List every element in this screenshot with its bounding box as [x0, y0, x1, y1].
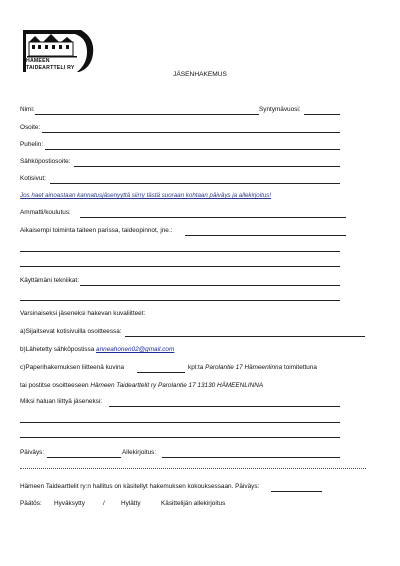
- why-join-field[interactable]: [109, 406, 340, 407]
- website-field[interactable]: [50, 183, 340, 184]
- previous-activity-line-2[interactable]: [20, 251, 340, 252]
- decision-rejected[interactable]: Hylätty: [121, 500, 141, 507]
- previous-activity-label: Aikaisempi toiminta taiteen parissa, taideopinnot, jne.:: [20, 227, 173, 234]
- option-a-label: a)Sijaitsevat kotisivuilla osoitteessa:: [20, 328, 122, 335]
- logo-line-2: TAIDEARTTELI RY: [26, 65, 75, 71]
- option-c-label: [20, 365, 124, 371]
- option-c-prefix: c)Paperihakemuksen liitteenä kuvina: [20, 364, 125, 371]
- signature-field[interactable]: [162, 457, 340, 458]
- postal-address-line: tai postitse osoitteeseen Hämeen Taidearttelit ry Parolantie 17 13130 HÄMEENLINNA: [20, 382, 264, 389]
- previous-activity-field[interactable]: [185, 235, 346, 236]
- option-b-prefix: b)Lähetetty sähköpostissa: [20, 346, 95, 353]
- option-c-suffix: kpl:ta Parolantie 17 Hämeenlinna toimitettuna: [188, 364, 317, 371]
- organization-logo: [21, 28, 99, 74]
- option-b-email-link[interactable]: anneahonen02@gmail.com: [96, 346, 175, 353]
- why-join-label: Miksi haluan liittyä jäseneksi:: [20, 398, 103, 405]
- support-member-notice: Jos haet ainoastaan kannatusjäsenyyttä siirry tästä suoraan kohtaan päiväys ja allekirjoitus!: [20, 192, 272, 199]
- date-label: Päiväys:: [20, 449, 45, 456]
- website-label: Kotisivut:: [20, 175, 46, 182]
- name-label: Nimi:: [20, 106, 35, 113]
- address-label: Osoite:: [20, 124, 41, 131]
- why-join-line-2[interactable]: [20, 422, 340, 423]
- techniques-line-2[interactable]: [20, 300, 340, 301]
- email-label: Sähköpostiosoite:: [20, 158, 71, 165]
- profession-label: Ammatti/koulutus:: [20, 209, 71, 216]
- logo-line-1: HÄMEEN: [26, 58, 50, 64]
- date-field[interactable]: [47, 457, 121, 458]
- decision-accepted[interactable]: Hyväksytty: [54, 500, 85, 507]
- profession-field[interactable]: [80, 217, 346, 218]
- option-a-url-field[interactable]: [125, 336, 365, 337]
- page-title: JÄSENHAKEMUS: [173, 71, 227, 78]
- section-divider: [20, 468, 366, 469]
- previous-activity-line-3[interactable]: [20, 266, 340, 267]
- signature-label: Allekirjoitus:: [122, 449, 157, 456]
- board-processed-text: Hämeen Taidearttelit ry:n hallitus on käsitellyt hakemuksen kokouksessaan. Päiväys:: [20, 483, 260, 490]
- board-date-field[interactable]: [271, 491, 322, 492]
- email-field[interactable]: [74, 166, 340, 167]
- techniques-field[interactable]: [80, 285, 340, 286]
- decision-separator: /: [103, 500, 105, 507]
- processor-signature-label: Käsittelijän allekirjoitus: [161, 500, 226, 507]
- name-field[interactable]: [35, 114, 259, 115]
- option-b-label: [20, 347, 174, 353]
- decision-label: Päätös:: [20, 500, 42, 507]
- option-c-count-field[interactable]: [137, 372, 185, 373]
- techniques-label: Käyttämäni tekniikat:: [20, 277, 79, 284]
- phone-field[interactable]: [45, 149, 340, 150]
- phone-label: Puhelin:: [20, 141, 44, 148]
- address-field[interactable]: [42, 132, 340, 133]
- why-join-line-3[interactable]: [20, 437, 340, 438]
- birth-year-label: Syntymävuosi:: [259, 106, 301, 113]
- birth-year-field[interactable]: [304, 114, 340, 115]
- image-attachments-heading: Varsinaiseksi jäseneksi hakevan kuvaliitteet:: [20, 310, 146, 317]
